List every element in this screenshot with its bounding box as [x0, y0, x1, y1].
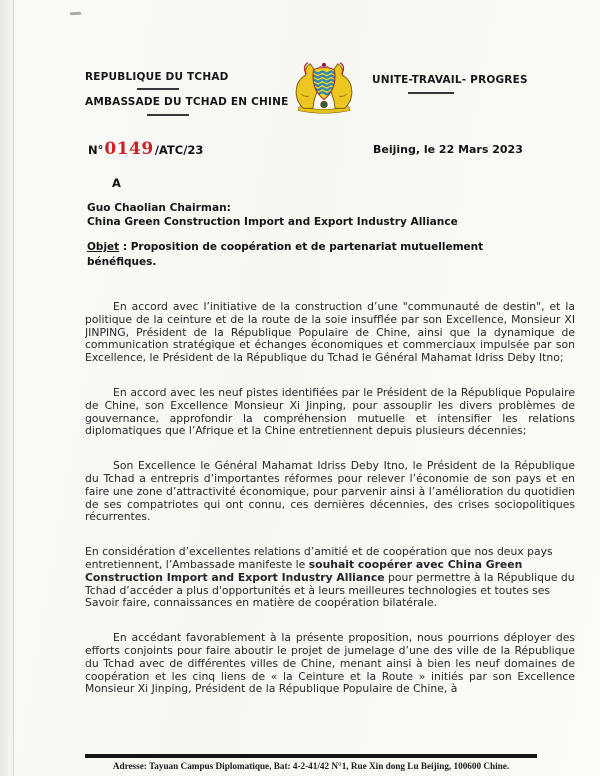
republic-name: REPUBLIQUE DU TCHAD [85, 71, 229, 83]
coat-of-arms-icon [288, 61, 360, 116]
scan-artifact-mark [70, 12, 81, 16]
subject-text: Proposition de coopération et de partenariat mutuellement bénéfiques. [87, 241, 484, 268]
footer-address: Adresse: Tayuan Campus Diplomatique, Bat: 4-2-41/42 N°1, Rue Xin dong Lu Beijing, 100600 Chine. [112, 761, 510, 771]
paragraph-text: En considération d’excellentes relations d’amitié et de coopération que nos deux pays entretiennent, l’Ambassade manifeste le [85, 545, 553, 571]
paragraph-text: pour permettre à la République du Tchad d’accéder a plus d'opportunités et à leurs meilleures technologies et toutes ses Savoir faire, connaissances en matière de coopération bilatérale. [85, 570, 575, 610]
scan-edge-shadow [0, 0, 14, 776]
paragraph: Son Excellence le Général Mahamat Idriss Deby Itno, le Président de la République du Tchad a entrepris d’importantes réformes pour relever l’économie de son pays et en faire une zone d’attractivité économique, pour parvenir ainsi à l’amélioration du quotidien de ses compatriotes qui ont connu, ces dernières décennies, des crises sociopolitiques récurrentes. [85, 459, 575, 524]
recipient-name: Guo Chaolian Chairman: [87, 202, 231, 214]
embassy-name: AMBASSADE DU TCHAD EN CHINE [85, 96, 289, 108]
header-rule [137, 88, 179, 90]
chad-coat-of-arms-emblem [288, 61, 360, 116]
header-right-block [372, 74, 562, 94]
reference-number [88, 139, 203, 159]
reference-digits: 0149 [104, 139, 154, 159]
recipient-organization: China Green Construction Import and Export Industry Alliance [87, 216, 458, 228]
header-left-block [85, 71, 305, 116]
national-motto: UNITE-TRAVAIL- PROGRES [372, 74, 528, 86]
subject-label: Objet [87, 241, 120, 253]
paragraph: En accédant favorablement à la présente proposition, nous pourrions déployer des efforts conjoints pour faire aboutir le projet de jumelage d’une des ville de la République du Tchad avec de différentes villes de Chine, menant ainsi à bien les neuf domaines de coopération et les cinq liens de « la Ceinture et la Route » initiés par son Excellence Monsieur Xi Jinping, Président de la République Populaire de Chine, à [85, 631, 575, 696]
recipient-block [87, 201, 567, 229]
paragraph [85, 546, 575, 610]
paragraph-bold-text: souhait coopérer avec China Green Construction Import and Export Industry Alliance [85, 557, 523, 584]
subject-separator: : [119, 241, 131, 253]
subject-line [87, 240, 532, 269]
letter-body [85, 301, 575, 753]
paragraph: En accord avec les neuf pistes identifiées par le Président de la République Populaire de Chine, son Excellence Monsieur Xi Jinping, pour assouplir les divers problèmes de gouvernance, approfondir la compréhension mutuelle et intensifier les relations diplomatiques que l’Afrique et la Chine entretiennent depuis plusieurs décennies; [85, 385, 575, 438]
header-rule [408, 92, 454, 94]
reference-suffix: /ATC/23 [154, 143, 204, 157]
salutation: A [112, 176, 121, 190]
paragraph: En accord avec l’initiative de la construction d’une "communauté de destin", et la politique de la ceinture et de la route de la soie insufflée par son Excellence, Monsieur XI JINPING, Président de la République Populaire de Chine, ainsi que la dynamique de communication stratégique et échanges économiques et commerciaux impulsée par son Excellence, le Président de la République du Tchad le Général Mahamat Idriss Deby Itno; [85, 301, 575, 365]
dateline: Beijing, le 22 Mars 2023 [373, 143, 523, 156]
footer-divider-bar [85, 754, 537, 758]
header-rule [147, 114, 189, 116]
reference-prefix: N° [88, 143, 104, 157]
